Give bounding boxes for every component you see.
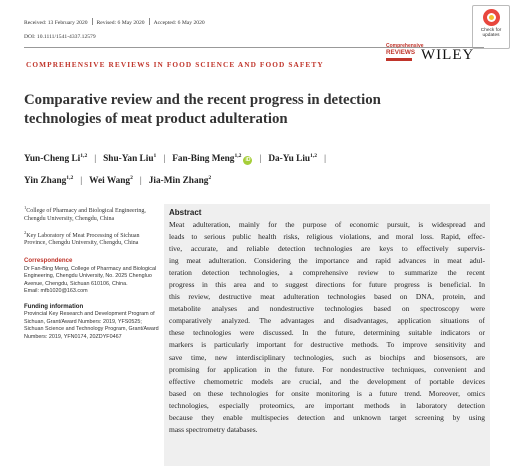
abstract-line: these technologies were discussed. In the future, determining suitable indicators or xyxy=(169,328,485,338)
author-name[interactable]: Shu-Yan Liu xyxy=(103,154,154,165)
logo-line2: REVIEWS xyxy=(386,48,416,56)
abstract-line: this review, destructive meat adulteration technologies based on DNA, protein, and xyxy=(169,292,485,302)
abstract-line: technologies, especially proteomics, are important methods in laboratory detection xyxy=(169,400,485,410)
abstract-line: because they enable multispecies detection and unknown target screening by using xyxy=(169,412,485,422)
author-affiliation: 1,2 xyxy=(66,175,74,182)
author-name[interactable]: Jia-Min Zhang xyxy=(148,176,209,187)
check-for-updates-button[interactable] xyxy=(472,5,510,49)
article-history xyxy=(24,18,205,26)
abstract-line: mass spectrometry databases. xyxy=(169,424,258,434)
author-name[interactable]: Wei Wang xyxy=(89,176,131,187)
received-date: Received: 13 February 2020 xyxy=(24,20,88,26)
abstract-line: tive, accurate, and reliable detection technologies are keys to effectively supervis- xyxy=(169,244,485,254)
check-label-line1: Check for xyxy=(480,28,502,33)
publisher-logo: WILEY xyxy=(421,47,475,63)
divider xyxy=(149,18,150,25)
author-separator: | xyxy=(94,154,97,165)
abstract-line: effective chemometric models are crucial, and the development of portable devices xyxy=(169,376,485,386)
title-line-2: technologies of meat product adulteration xyxy=(24,111,288,127)
author-separator: | xyxy=(80,176,83,187)
author-separator: | xyxy=(139,176,142,187)
correspondence-text: Dr Fan-Bing Meng, College of Pharmacy and Biological Engineering, Chengdu University, No. 2025 Chengluo Avenue, Chengdu, Sichuan 610106, China. xyxy=(24,265,157,287)
abstract-line: promising for application in the future. For nondestructive techniques, convenient and xyxy=(169,364,485,374)
abstract-line: based on these technologies for onsite monitoring is a future trend. Moreover, omics xyxy=(169,388,485,398)
author-name[interactable]: Yin Zhang xyxy=(24,176,67,187)
affiliation-2 xyxy=(24,229,162,249)
abstract-line: metabolite analyses and nondestructive technologies based on spectroscopy were xyxy=(169,304,485,314)
author-separator: | xyxy=(259,154,262,165)
author-line-1 xyxy=(24,147,494,169)
author-name[interactable]: Yun-Cheng Li xyxy=(24,154,81,165)
funding-heading: Funding information xyxy=(24,302,84,310)
author-affiliation: 2 xyxy=(208,175,212,182)
affiliation-number: 2 xyxy=(24,229,27,235)
author-affiliation: 1,2 xyxy=(234,153,242,159)
author-separator: | xyxy=(324,154,326,165)
journal-logo xyxy=(386,43,424,67)
affiliation-text: College of Pharmacy and Biological Engineering, Chengdu University, Chengdu, China xyxy=(24,208,146,222)
doi[interactable]: DOI: 10.1111/1541-4337.12579 xyxy=(24,34,96,40)
abstract-line: progress in this area and to suggest directions for future progress is beneficial. In xyxy=(169,280,485,290)
abstract-line: teration detection technologies, a comprehensive review to summarize the recent xyxy=(169,268,485,278)
funding-text: Provincial Key Research and Development Program of Sichuan, Grant/Award Numbers: 2019, YFS0525; Sichuan Science and Technology Program, Grant/Award Numbers: 2019, YFN0174, 20ZDYF0467 xyxy=(24,311,159,340)
author-affiliation: 2 xyxy=(130,175,133,182)
abstract-line: comparatively analyzed. The advantages and disadvantages, application situations of xyxy=(169,316,485,326)
abstract-text xyxy=(169,219,485,436)
abstract-line: leads to serious public health risks, religious violations, and moral loss. Rapid, effec- xyxy=(169,232,485,242)
abstract-line: ing meat adulteration. Considering the importance and rapid advances in meat adul- xyxy=(169,256,485,266)
abstract-line: save time, new interdisciplinary technologies, such as biochips and biosensors, are xyxy=(169,352,485,362)
abstract-line: Meat adulteration, mainly for the purpose of economic pursuit, is widespread and xyxy=(169,220,485,229)
divider xyxy=(92,18,93,25)
title-line-1: Comparative review and the recent progress in detection xyxy=(24,92,381,108)
author-name[interactable]: Da-Yu Liu xyxy=(268,154,311,165)
crossmark-icon xyxy=(483,9,500,26)
affiliation-1 xyxy=(24,204,162,224)
affiliation-number: 1 xyxy=(24,205,27,210)
revised-date: Revised: 6 May 2020 xyxy=(96,20,145,26)
article-info-column xyxy=(24,204,162,341)
author-line-2 xyxy=(24,169,494,191)
author-affiliation: 1,2 xyxy=(310,153,318,159)
check-label-line2: updates xyxy=(482,33,500,39)
abstract-heading: Abstract xyxy=(169,208,202,217)
affiliation-text: Key Laboratory of Meat Processing of Sichuan Province, Chengdu University, Chengdu, China xyxy=(24,232,140,247)
author-name[interactable]: Fan-Bing Meng xyxy=(172,154,235,165)
orcid-icon[interactable]: iD xyxy=(245,157,251,164)
journal-name: COMPREHENSIVE REVIEWS IN FOOD SCIENCE AND FOOD SAFETY xyxy=(26,60,324,69)
author-separator: | xyxy=(163,154,166,165)
abstract-panel xyxy=(164,204,490,466)
logo-line1: Comprehensive xyxy=(386,43,424,49)
author-affiliation: 1 xyxy=(153,153,157,159)
abstract-line: markers is particularly important for destructive methods. To improve sensitivity and xyxy=(169,340,485,350)
logo-bar xyxy=(386,58,412,61)
correspondence-heading: Correspondence xyxy=(24,257,73,265)
author-affiliation: 1,2 xyxy=(80,153,88,159)
accepted-date: Accepted: 6 May 2020 xyxy=(153,20,205,26)
correspondence-email[interactable]: Email: mfb1020@163.com xyxy=(24,288,88,295)
check-for-updates-label xyxy=(473,28,509,38)
author-list xyxy=(24,147,494,191)
article-title xyxy=(24,91,494,129)
